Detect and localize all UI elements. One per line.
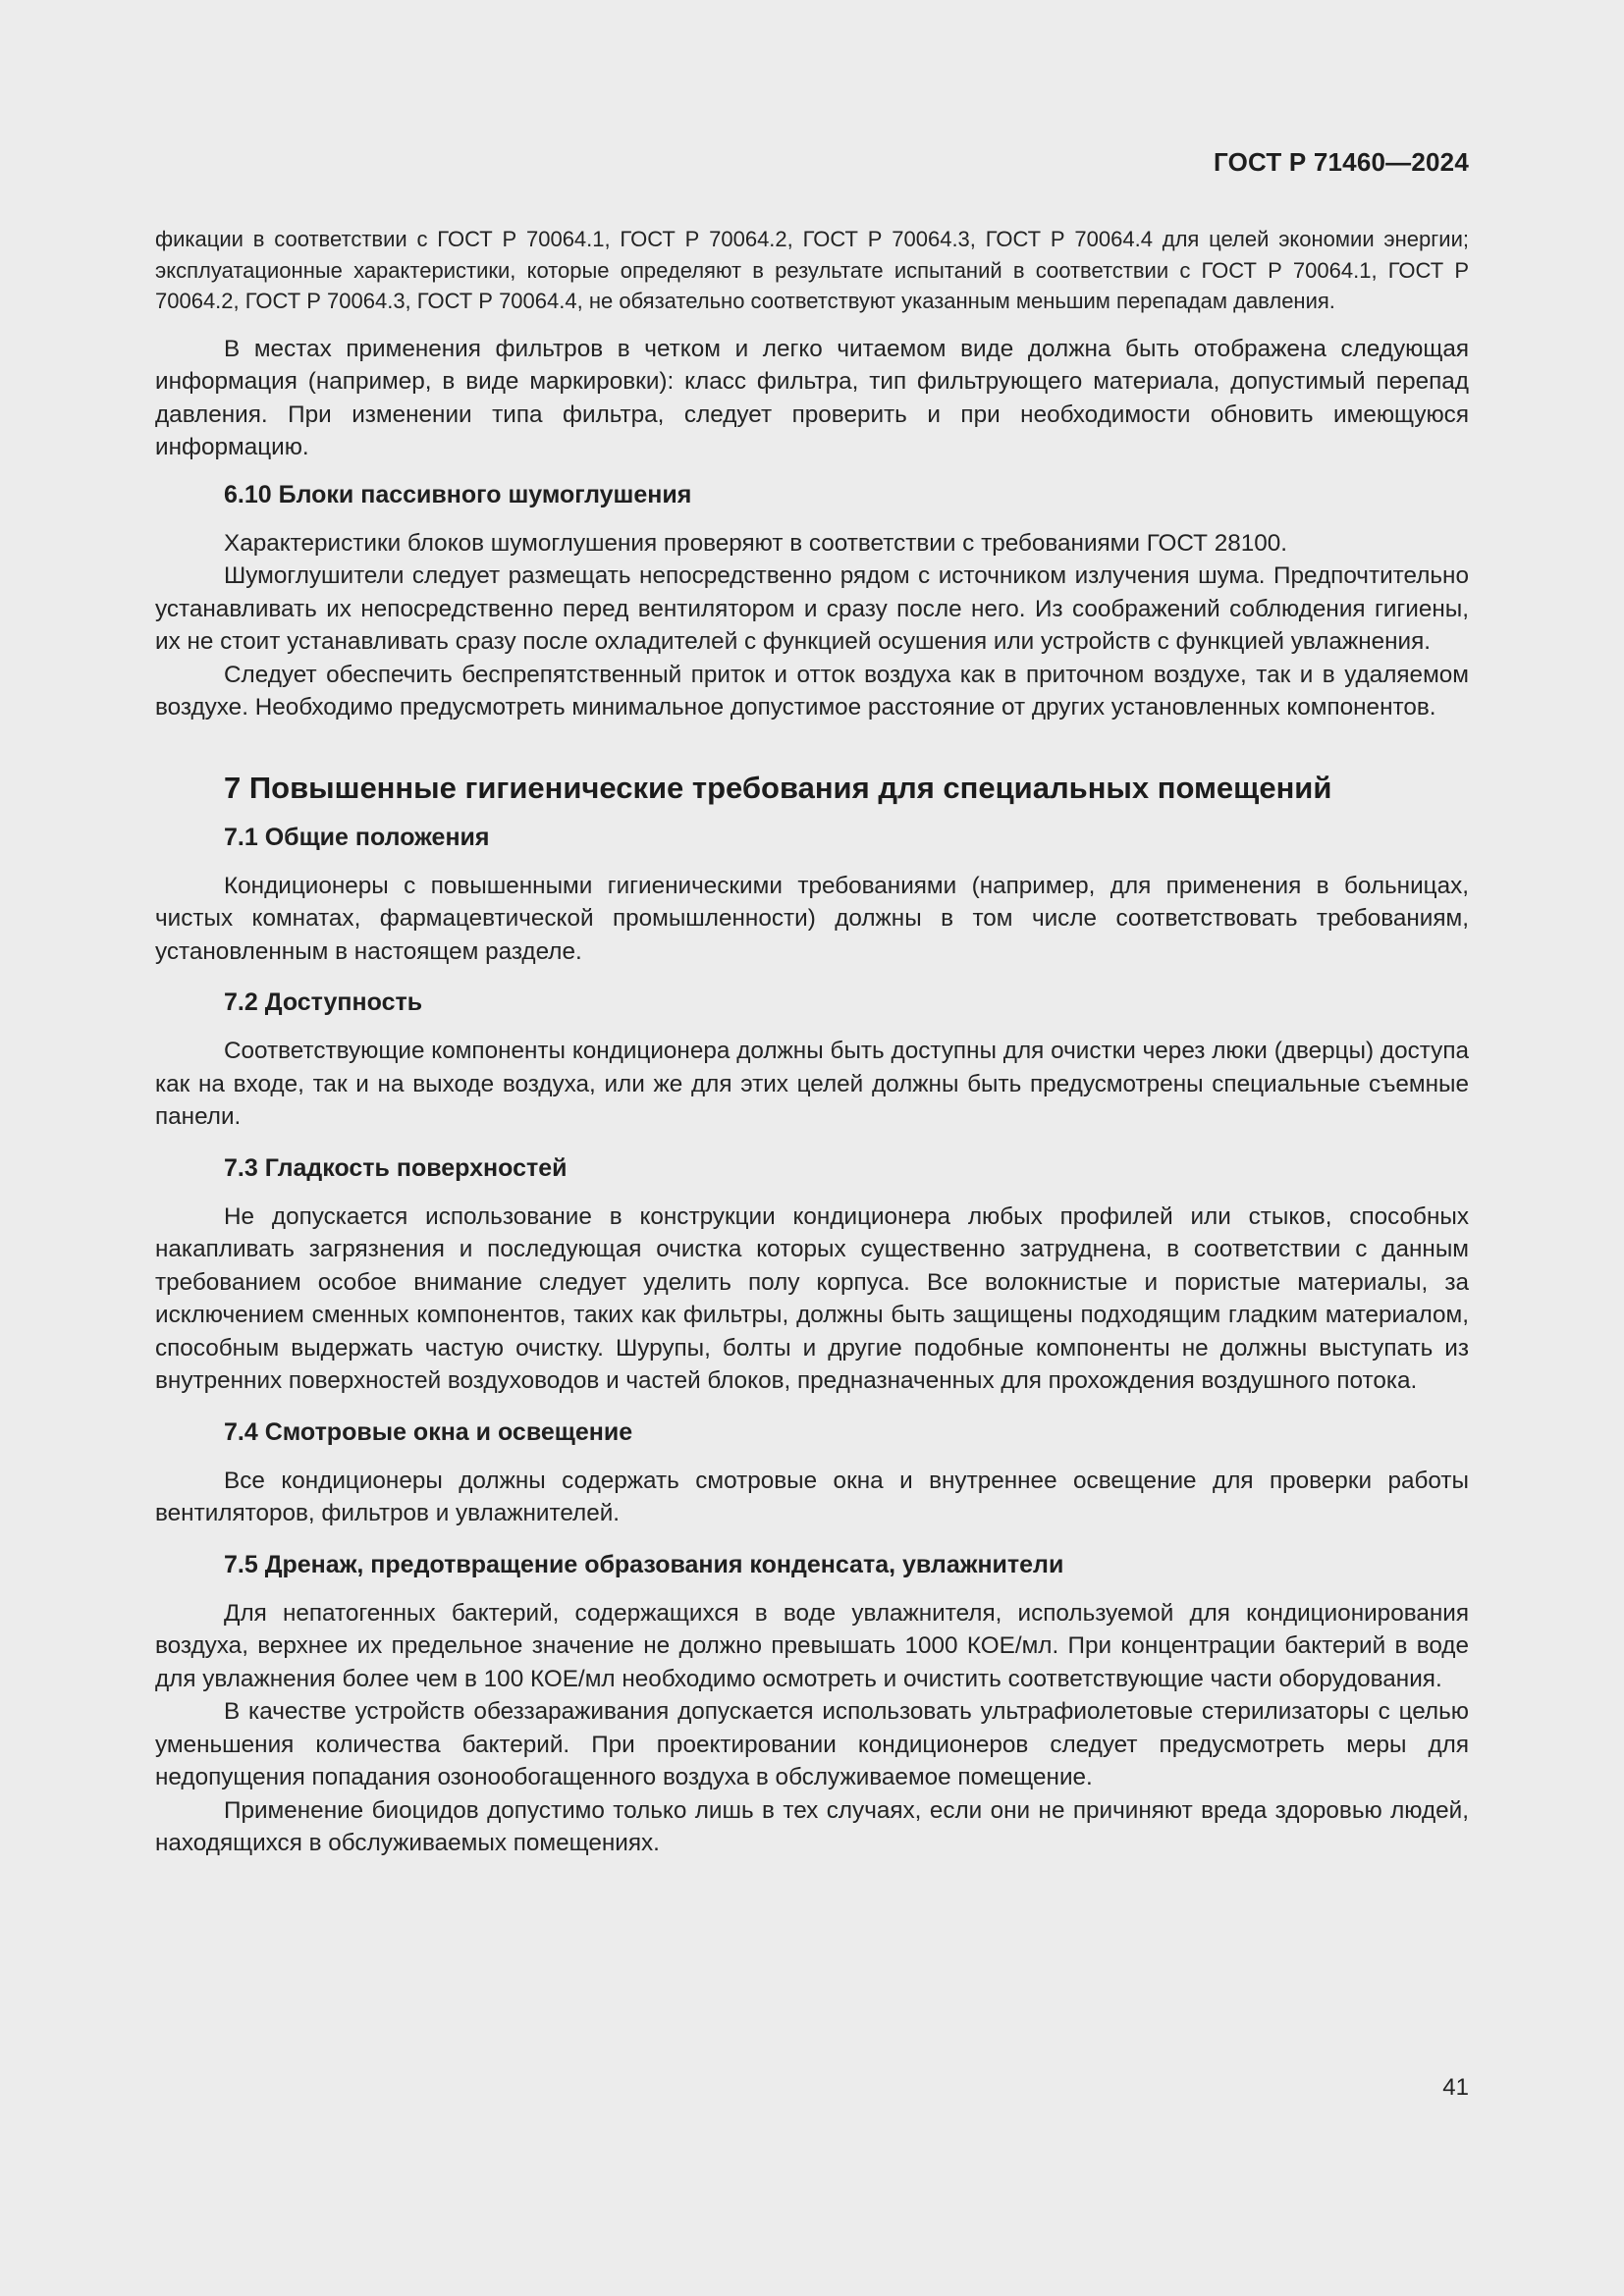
section-heading-7-4: 7.4 Смотровые окна и освещение — [224, 1417, 633, 1446]
section-heading-7-3: 7.3 Гладкость поверхностей — [224, 1153, 568, 1182]
paragraph-bacteria-limits: Для непатогенных бактерий, содержащихся в воде увлажнителя, используемой для кондиционирования воздуха, верхнее их предельное значение не должно превышать 1000 КОЕ/мл. При концентрации бактерий в воде для увлажнения более чем в 100 КОЕ/мл необходимо осмотреть и очистить соответствующие части оборудования. — [155, 1599, 1469, 1692]
paragraph-accessibility: Соответствующие компоненты кондиционера должны быть доступны для очистки через люки (дверцы) доступа как на входе, так и на выходе воздуха, или же для этих целей должны быть предусмотрены специальные съемные панели. — [155, 1038, 1469, 1130]
section-heading-7-2: 7.2 Доступность — [224, 988, 423, 1016]
paragraph-filter-marking: В местах применения фильтров в четком и легко читаемом виде должна быть отображена следующая информация (например, в виде маркировки): класс фильтра, тип фильтрующего материала, допустимый перепад давления. При изменении типа фильтра, следует проверить и при необходимости обновить имеющуюся информацию. — [155, 335, 1469, 460]
paragraph-silencer-characteristics: Характеристики блоков шумоглушения проверяют в соответствии с требованиями ГОСТ 28100. — [224, 529, 1288, 557]
document-body — [155, 224, 1469, 1860]
paragraph-continuation: фикации в соответствии с ГОСТ Р 70064.1, ГОСТ Р 70064.2, ГОСТ Р 70064.3, ГОСТ Р 70064.4 для целей экономии энергии; эксплуатационные характеристики, которые определяют в результате испытаний в соответствии с ГОСТ Р 70064.1, ГОСТ Р 70064.2, ГОСТ Р 70064.3, ГОСТ Р 70064.4, не обязательно соответствуют указанным меньшим перепадам давления. — [155, 227, 1469, 313]
paragraph-biocides: Применение биоцидов допустимо только лишь в тех случаях, если они не причиняют вреда здоровью людей, находящихся в обслуживаемых помещениях. — [155, 1796, 1469, 1856]
section-heading-7-1: 7.1 Общие положения — [224, 823, 490, 851]
paragraph-silencer-airflow: Следует обеспечить беспрепятственный приток и отток воздуха как в приточном воздухе, так и в удаляемом воздухе. Необходимо предусмотреть минимальное допустимое расстояние от других установленных компонентов. — [155, 661, 1469, 721]
chapter-heading-7: 7 Повышенные гигиенические требования для специальных помещений — [224, 770, 1332, 805]
paragraph-general-provisions: Кондиционеры с повышенными гигиеническими требованиями (например, для применения в больницах, чистых комнатах, фармацевтической промышленности) должны в том числе соответствовать требованиям, установленным в настоящем разделе. — [155, 872, 1469, 965]
section-heading-7-5: 7.5 Дренаж, предотвращение образования конденсата, увлажнители — [224, 1550, 1064, 1578]
paragraph-silencer-placement: Шумоглушители следует размещать непосредственно рядом с источником излучения шума. Предпочтительно устанавливать их непосредственно перед вентилятором и сразу после него. Из соображений соблюдения гигиены, их не стоит устанавливать сразу после охладителей с функцией осушения или устройств с функцией увлажнения. — [155, 562, 1469, 655]
paragraph-inspection-windows: Все кондиционеры должны содержать смотровые окна и внутреннее освещение для проверки работы вентиляторов, фильтров и увлажнителей. — [155, 1467, 1469, 1526]
page-number: 41 — [1442, 2074, 1469, 2101]
section-heading-6-10: 6.10 Блоки пассивного шумоглушения — [224, 480, 692, 508]
paragraph-uv-sterilizers: В качестве устройств обеззараживания допускается использовать ультрафиолетовые стерилизаторы с целью уменьшения количества бактерий. При проектировании кондиционеров следует предусмотреть меры для недопущения попадания озонообогащенного воздуха в обслуживаемое помещение. — [155, 1698, 1469, 1790]
standard-header: ГОСТ Р 71460—2024 — [1214, 147, 1469, 177]
paragraph-surface-smoothness: Не допускается использование в конструкции кондиционера любых профилей или стыков, способных накапливать загрязнения и последующая очистка которых существенно затруднена, в соответствии с данным требованием особое внимание следует уделить полу корпуса. Все волокнистые и пористые материалы, за исключением сменных компонентов, таких как фильтры, должны быть защищены подходящим гладким материалом, способным выдержать частую очистку. Шурупы, болты и другие подобные компоненты не должны выступать из внутренних поверхностей воздуховодов и частей блоков, предназначенных для прохождения воздушного потока. — [155, 1202, 1469, 1394]
